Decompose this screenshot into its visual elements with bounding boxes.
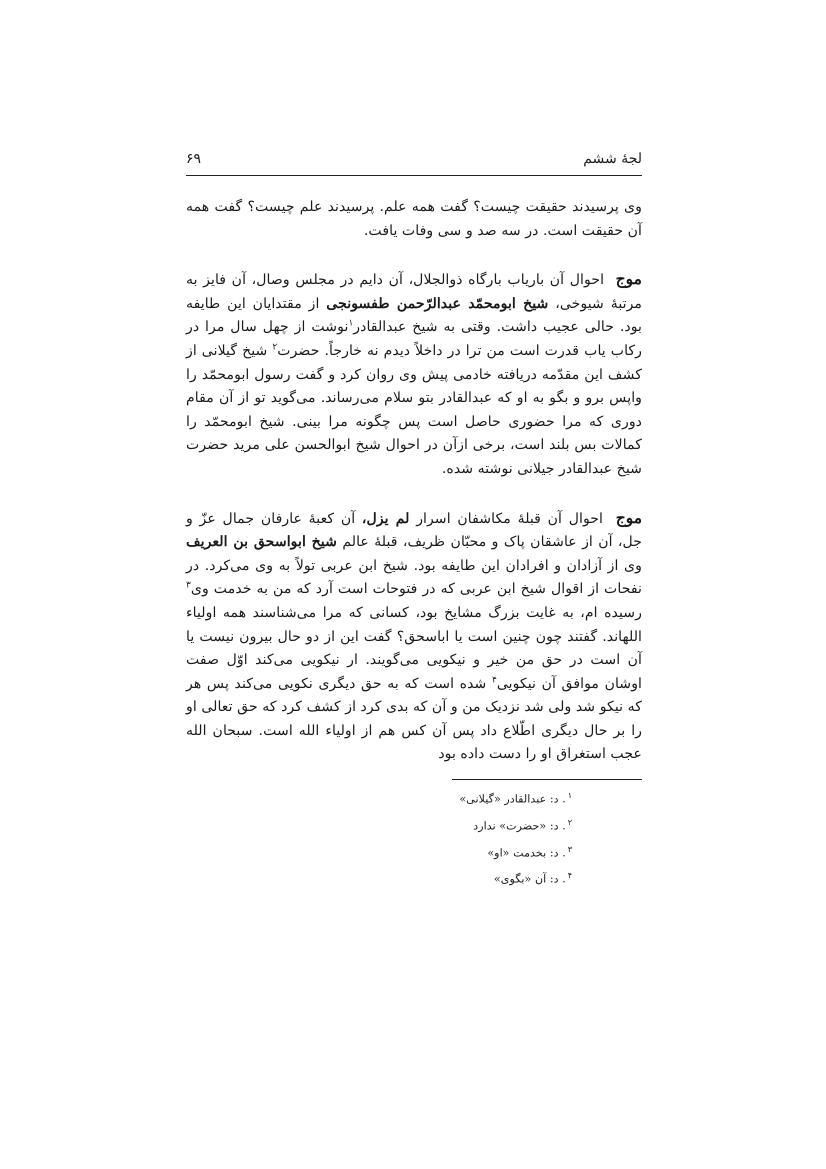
section-ibn-arif (186, 506, 642, 768)
footnote-ref: ۱ (348, 318, 354, 329)
section-text: وی از آزادان و افرادان این طایفه بود. شیخ ابن عربی تولاً به وی می‌کرد. در نفحات از اقوال شیخ ابن عربی که در فتوحات است آرد که من به خدمت وی (186, 557, 642, 598)
section-text: شده است که به حق دیگری نکویی می‌کند پس هر که نیکو شد ولی شد نزدیک من و آن که بدی کرد از کشف کرد که حق تعالی او را بر حال دیگری اطّلاع داد پس آن کس هم از اولیاء الله است. سبحان الله عجب استغراق او را دست داده بود (186, 675, 642, 763)
section-label: موج (615, 269, 642, 289)
footnote-number: ۳ (567, 844, 572, 854)
footnote-number: ۱ (567, 791, 572, 801)
section-text: احوال آن باریاب بارگاه ذوالجلال، آن دایم در مجلس وصال، آن فایز به مرتبۀ شیوخی، (186, 272, 643, 312)
sheikh-name: شیخ ابومحمّد عبدالرّحمن طفسونجی (326, 295, 549, 312)
footnote-text: . د: «حضرت» ندارد (473, 819, 566, 833)
footnote-ref: ۲ (272, 342, 278, 353)
section-text: شیخ گیلانی از کشف این مقدّمه دریافته خادمی پیش وی روان کرد و گفت رسول ابومحمّد را واپس برو و بگو به او که عبدالقادر بتو سلام می‌رساند. می‌گوید تو از آن مقام دوری که مرا حضوری حاصل است پس چگونه مرا بینی. شیخ ابومحمّد را کمالات بس بلند است، برخی ازآن در احوال شیخ ابوالحسن علی مرید حضرت شیخ عبدالقادر جیلانی نوشته شده. (186, 342, 642, 477)
book-page (186, 145, 642, 1125)
sheikh-name: شیخ ابواسحق بن العریف (186, 534, 337, 551)
footnote-number: ۴ (567, 871, 572, 881)
footnote-number: ۲ (567, 817, 572, 827)
footnote (186, 864, 572, 891)
footnote (186, 811, 572, 838)
footnote-ref: ۴ (491, 674, 497, 685)
section-text: نوشت از چهل سال مرا در رکاب یاب قدرت است من ترا در داخلاً دیدم نه خارجاً. حضرت (186, 319, 642, 359)
section-tfsunji (186, 267, 642, 481)
section-text: احوال آن قبلۀ مکاشفان اسرار (416, 510, 603, 527)
footnote-ref: ۳ (186, 580, 191, 591)
footnote-text: . د: عبدالقادر «گیلانی» (459, 792, 566, 806)
footnotes (186, 784, 642, 891)
bold-phrase: لم یزل، (361, 510, 410, 527)
footnote-text: . د: آن «بگوی» (493, 873, 566, 886)
main-text (186, 196, 642, 767)
section-text: رسیده ام، به غایت بزرگ مشایخ بود، کسانی که مرا می‌شناسند همه اولیاء اللهاند. گفتند چون چنین است یا اباسحق؟ گفت این از دو حال بیرون نیست یا آن است در حق من خیر و نیکویی می‌گویند. ار نیکویی می‌کند اوّل صفت اوشان موافق آن نیکویی (186, 604, 642, 692)
footnote-text: . د: بخدمت «او» (487, 846, 566, 860)
running-header (186, 145, 642, 176)
section-label: موج (615, 507, 643, 527)
chapter-title: لجۀ ششم (583, 151, 642, 167)
page-number: ۶۹ (186, 151, 202, 167)
intro-paragraph: وی پرسیدند حقیقت چیست؟ گفت همه علم. پرسیدند علم چیست؟ گفت همه آن حقیقت است. در سه صد و سی وفات یافت. (186, 199, 642, 239)
footnote-divider (452, 779, 642, 780)
section-text: از مقتدایان این طایفه بود. حالی عجیب داشت. وقتی به شیخ عبدالقادر (186, 295, 642, 336)
footnote (186, 784, 572, 811)
footnote (186, 838, 572, 865)
section-text: آن کعبۀ عارفان جمال عزّ و جل، آن از عاشقان پاک و محبّان ظریف، قبلۀ عالم (186, 510, 642, 551)
